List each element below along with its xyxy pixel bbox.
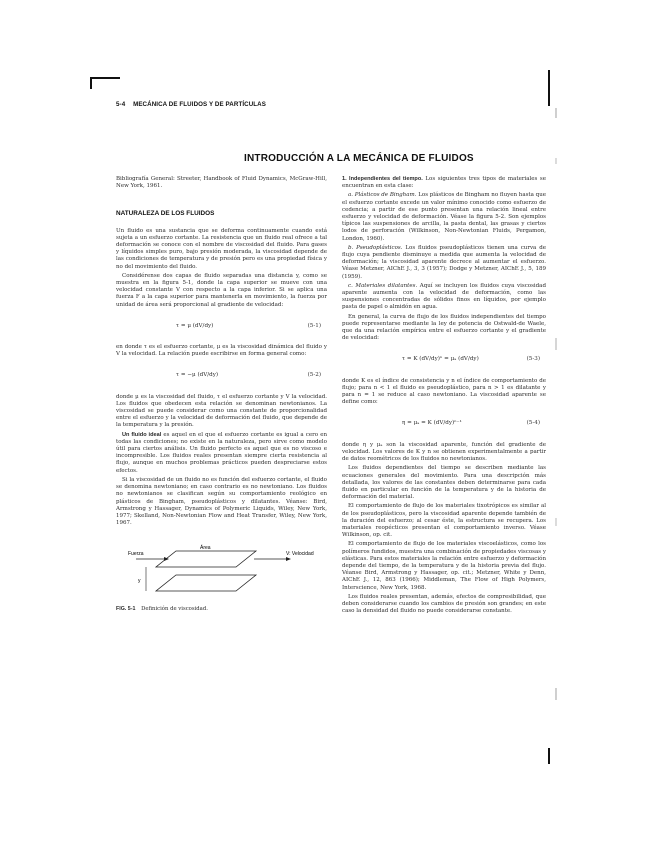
equation-5-3 — [342, 356, 546, 363]
paragraph: En general, la curva de flujo de los fluidos independientes del tiempo puede representarse mediante la ley de potencia de Ostwald-de Waele, que da una relación empírica entre el esfuerzo cortante y el gradiente de velocidad: — [342, 313, 546, 342]
page-number: 5-4 — [116, 101, 126, 108]
paragraph: Los fluidos dependientes del tiempo se describen mediante las ecuaciones generales del movimiento. Para una descripción más detallada, los valores de las constantes deben determinarse para cada fluido en particular en función de la temperatura y de la historia de deformación del material. — [342, 465, 546, 501]
margin-scan-marks — [552, 88, 560, 748]
equation-5-1 — [116, 323, 327, 330]
crop-mark-top-right — [548, 70, 550, 106]
paragraph-text: Los siguientes tres tipos de materiales se encuentran en esta clase: — [342, 176, 547, 190]
equation-body: τ = K (dV/dy)ⁿ = μₐ (dV/dy) — [402, 356, 479, 363]
paragraph — [342, 245, 546, 281]
paragraph-text: Los fluidos pseudoplásticos tienen una curva de flujo cuya pendiente disminuye a medida que aumenta la velocidad de deformación; la viscosidad aparente decrece al aumentar el esfuerzo. Véase Metzner, AIChE J., 3, 3 (1957); Dodge y Metzner, AIChE J., 5, 189 (1959). — [342, 244, 546, 280]
figure-caption-text: Definición de viscosidad. — [141, 606, 208, 613]
run-in-heading: b. Pseudoplásticos. — [348, 244, 403, 251]
velocity-label: V: Velocidad — [286, 551, 314, 558]
run-in-heading: Un fluido ideal — [122, 431, 162, 438]
equation-number: (5-1) — [307, 322, 321, 329]
right-column — [342, 176, 546, 617]
paragraph-text: Los plásticos de Bingham no fluyen hasta que el esfuerzo cortante excede un valor mínimo conocido como esfuerzo de cedencia; a partir de ese punto presentan una relación lineal entre esfuerzo y velocidad de deformación. Véase la figura 5-2. Son ejemplos típicos las suspensiones de arcilla, la pasta dental, las grasas y ciertos lodos de perforación (Wilkinson, Non-Newtonian Fluids, Pergamon, London, 1960). — [342, 192, 546, 242]
run-in-heading: 1. Independientes del tiempo. — [342, 176, 423, 182]
equation-5-2 — [116, 372, 327, 379]
section-heading: NATURALEZA DE LOS FLUIDOS — [116, 210, 215, 218]
running-title: MECÁNICA DE FLUIDOS Y DE PARTÍCULAS — [133, 101, 266, 108]
bibliography: Bibliografía General: Streeter, Handbook of Fluid Dynamics, McGraw-Hill, New York, 1961. — [116, 176, 327, 190]
paragraph: donde η y μₐ son la viscosidad aparente, función del gradiente de velocidad. Los valores de K y n se obtienen experimentalmente a partir de datos reométricos de los fluidos no newtonianos. — [342, 441, 546, 463]
paragraph: Si la viscosidad de un fluido no es función del esfuerzo cortante, el fluido se denomina newtoniano; en caso contrario es no newtoniano. Los fluidos no newtonianos se clasifican según su comportamiento reológico en plásticos de Bingham, pseudoplásticos y dilatantes. Véanse: Bird, Armstrong y Hassager, Dynamics of Polymeric Liquids, Wiley, New York, 1977; Skelland, Non-Newtonian Flow and Heat Transfer, Wiley, New York, 1967. — [116, 476, 327, 527]
paragraph-text: es aquel en el que el esfuerzo cortante es igual a cero en todas las condiciones; no existe en la naturaleza, pero sirve como modelo útil para ciertos análisis. Un fluido perfecto es aquel que es no viscoso e incompresible. Los fluidos reales presentan siempre cierta resistencia al flujo, aunque en muchos problemas prácticos pueden despreciarse estos efectos. — [116, 431, 327, 474]
paragraph: Los fluidos reales presentan, además, efectos de compresibilidad, que deben considerarse cuando los cambios de presión son grandes; en este caso la densidad del fluido no puede considerarse constante. — [342, 593, 546, 615]
left-column — [116, 176, 327, 614]
force-label: Fuerza — [128, 551, 144, 558]
run-in-heading: c. Materiales dilatantes. — [348, 282, 418, 289]
equation-number: (5-3) — [526, 356, 540, 363]
figure-caption-label: FIG. 5-1 — [116, 606, 136, 613]
run-in-heading: a. Plásticos de Bingham. — [348, 192, 417, 199]
paragraph: El comportamiento de flujo de los materiales tixotrópicos es similar al de los pseudoplásticos, pero la viscosidad aparente depende también de la duración del esfuerzo; al cesar éste, la estructura se recupera. Los materiales reopécticos presentan el comportamiento inverso. Véase Wilkinson, op. cit. — [342, 503, 546, 539]
paragraph — [342, 192, 546, 242]
paragraph: donde K es el índice de consistencia y n el índice de comportamiento de flujo; para n < 1 el fluido es pseudoplástico, para n > 1 es dilatante y para n = 1 se reduce al caso newtoniano. La viscosidad aparente se define como: — [342, 377, 546, 406]
velocity-arrowhead — [286, 557, 291, 561]
equation-number: (5-4) — [526, 420, 540, 427]
equation-body: η = μₐ = K (dV/dy)ⁿ⁻¹ — [402, 420, 462, 427]
equation-number: (5-2) — [307, 372, 321, 379]
equation-body: τ = μ (dV/dy) — [176, 322, 214, 329]
paragraph: El comportamiento de flujo de los materiales viscoelásticos, como los polímeros fundidos, muestra una combinación de propiedades viscosas y elásticas. Para estos materiales la relación entre esfuerzo y deformación depende del tiempo, de la temperatura y de la historia previa del flujo. Véanse Bird, Armstrong y Hassager, op. cit.; Metzner, White y Denn, AIChE J., 12, 863 (1966); Middleman, The Flow of High Polymers, Interscience, New York, 1968. — [342, 541, 546, 591]
paragraph — [116, 432, 327, 475]
upper-plate — [156, 551, 256, 567]
crop-mark-bottom-right — [548, 748, 550, 764]
distance-label: y — [138, 578, 141, 585]
page-title: INTRODUCCIÓN A LA MECÁNICA DE FLUIDOS — [244, 153, 474, 164]
paragraph: Un fluido es una sustancia que se deforma continuamente cuando está sujeta a un esfuerzo cortante. La resistencia que un fluido real ofrece a tal deformación se conoce con el nombre de viscosidad del fluido. Para gases y líquidos simples puro, bajo presión moderada, la viscosidad depende de las condiciones de temperatura y de presión pero es una propiedad física y no del movimiento del fluido. — [116, 227, 327, 270]
crop-mark-top-left-v — [90, 77, 92, 89]
paragraph: en donde τ es el esfuerzo cortante, μ es la viscosidad dinámica del fluido y V la velocidad. La relación puede escribirse en forma general como: — [116, 344, 327, 358]
viscosity-diagram — [116, 541, 327, 603]
lower-plate — [156, 575, 256, 591]
figure-5-1 — [116, 541, 327, 613]
equation-5-4 — [342, 420, 546, 427]
paragraph — [342, 176, 546, 190]
area-label: Área — [200, 545, 211, 552]
equation-body: τ = −μ (dV/dy) — [176, 372, 219, 379]
paragraph — [342, 283, 546, 312]
paragraph: donde μ es la viscosidad del fluido, τ el esfuerzo cortante y V la velocidad. Los fluidos que obedecen esta relación se denominan newtonianos. La viscosidad se puede considerar como una constante de proporcionalidad entre el esfuerzo y la velocidad de deformación del fluido, que depende de la temperatura y la presión. — [116, 393, 327, 429]
paragraph: Considérense dos capas de fluido separadas una distancia y, como se muestra en la figura 5-1, donde la capa superior se mueve con una velocidad constante V con respecto a la capa inferior. Si se aplica una fuerza F a la capa superior para mantenerla en movimiento, la fuerza por unidad de área será proporcional al gradiente de velocidad: — [116, 272, 327, 308]
crop-mark-top-left-h — [90, 77, 120, 79]
paragraph-text: Aquí se incluyen los fluidos cuya viscosidad aparente aumenta con la velocidad de deformación, como las suspensiones concentradas de sólidos finos en líquidos, por ejemplo pasta de papel o almidón en agua. — [342, 282, 546, 311]
running-header — [116, 101, 266, 108]
figure-caption — [116, 606, 327, 613]
